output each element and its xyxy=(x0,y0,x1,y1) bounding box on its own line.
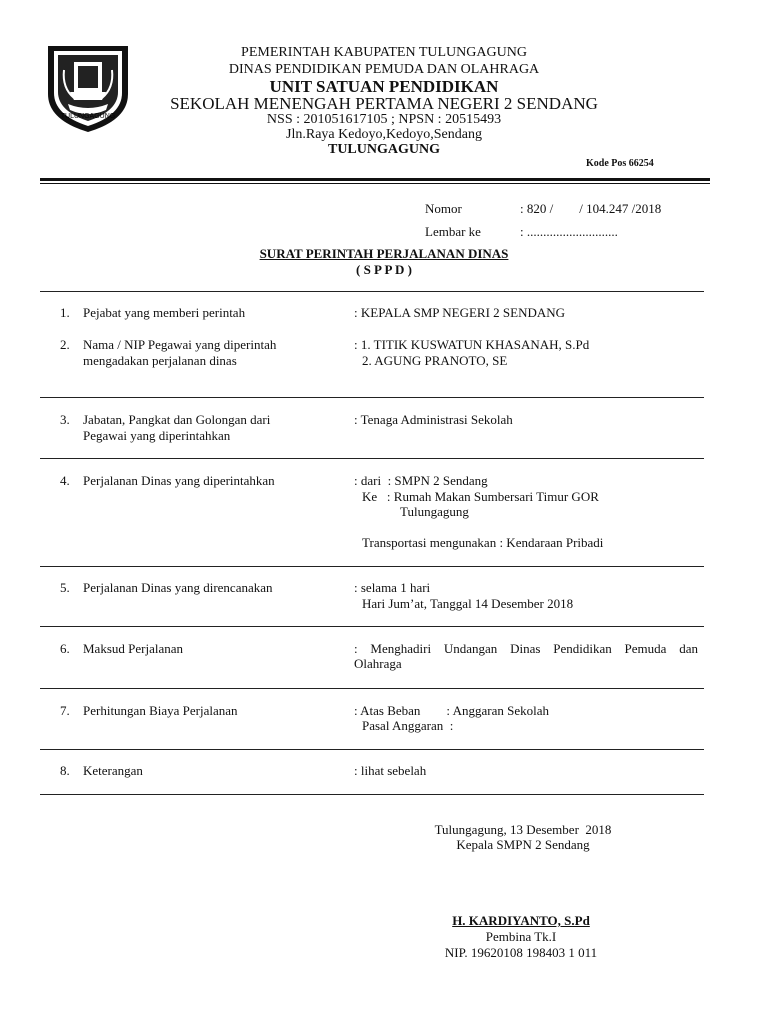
letterhead-department: DINAS PENDIDIKAN PEMUDA DAN OLAHRAGA xyxy=(228,62,540,77)
letterhead-city: TULUNGAGUNG xyxy=(327,142,440,157)
item-label: Perjalanan Dinas yang direncanakan xyxy=(83,580,273,595)
item-label-continued: Pegawai yang diperintahkan xyxy=(83,428,231,443)
item-value-continued: Hari Jum’at, Tanggal 14 Desember 2018 xyxy=(362,596,574,611)
item-number: 3. xyxy=(60,412,70,427)
item-number: 4. xyxy=(60,473,70,488)
nomor-label: Nomor xyxy=(425,201,462,216)
signatory-name: H. KARDIYANTO, S.Pd xyxy=(452,913,590,928)
emblem-label: TULUNGAGUNG xyxy=(60,113,116,120)
item-value: : KEPALA SMP NEGERI 2 SENDANG xyxy=(354,305,566,320)
item-value: : lihat sebelah xyxy=(354,763,427,778)
signature-place-date: Tulungagung, 13 Desember 2018 xyxy=(434,822,612,837)
letterhead-unit: UNIT SATUAN PENDIDIKAN xyxy=(269,77,499,96)
letterhead-nss-npsn: NSS : 201051617105 ; NPSN : 20515493 xyxy=(266,112,502,127)
table-divider xyxy=(40,688,704,689)
table-divider xyxy=(40,794,704,795)
item-label: Maksud Perjalanan xyxy=(83,641,184,656)
item-number: 6. xyxy=(60,641,70,656)
item-value: : dari : SMPN 2 Sendang xyxy=(354,473,488,488)
letterhead-school-name: SEKOLAH MENENGAH PERTAMA NEGERI 2 SENDANG xyxy=(170,94,598,113)
item-label: Perhitungan Biaya Perjalanan xyxy=(83,703,238,718)
item-label: Perjalanan Dinas yang diperintahkan xyxy=(83,473,275,488)
document-title: SURAT PERINTAH PERJALANAN DINAS xyxy=(259,246,509,261)
item-label-continued: mengadakan perjalanan dinas xyxy=(83,353,237,368)
item-number: 5. xyxy=(60,580,70,595)
item-value: : selama 1 hari xyxy=(354,580,431,595)
document-subtitle: ( S P P D ) xyxy=(356,262,412,277)
item-number: 8. xyxy=(60,763,70,778)
item-label: Nama / NIP Pegawai yang diperintah xyxy=(83,337,277,352)
signatory-rank: Pembina Tk.I xyxy=(485,929,557,944)
postal-code: Kode Pos 66254 xyxy=(586,158,654,169)
lembar-value: : ............................ xyxy=(520,224,618,239)
signature-position: Kepala SMPN 2 Sendang xyxy=(456,837,590,852)
letterhead-address: Jln.Raya Kedoyo,Kedoyo,Sendang xyxy=(286,127,482,142)
item-label: Pejabat yang memberi perintah xyxy=(83,305,246,320)
table-divider xyxy=(40,566,704,567)
item-label: Keterangan xyxy=(83,763,143,778)
item-value: : Menghadiri Undangan Dinas Pendidikan Pemuda dan xyxy=(354,641,698,656)
item-number: 1. xyxy=(60,305,70,320)
item-label: Jabatan, Pangkat dan Golongan dari xyxy=(83,412,271,427)
letterhead-government: PEMERINTAH KABUPATEN TULUNGAGUNG xyxy=(241,45,527,60)
table-divider xyxy=(40,749,704,750)
lembar-label: Lembar ke xyxy=(425,224,481,239)
signatory-nip: NIP. 19620108 198403 1 011 xyxy=(444,945,598,960)
item-value-destination: Ke : Rumah Makan Sumbersari Timur GOR xyxy=(362,489,599,504)
item-value-transport: Transportasi mengunakan : Kendaraan Pribadi xyxy=(362,535,604,550)
item-value: : 1. TITIK KUSWATUN KHASANAH, S.Pd xyxy=(354,337,590,352)
table-divider xyxy=(40,626,704,627)
header-divider-thick xyxy=(40,178,710,181)
item-value-destination-city: Tulungagung xyxy=(400,504,469,519)
table-divider xyxy=(40,291,704,292)
item-number: 2. xyxy=(60,337,70,352)
item-value-continued: Olahraga xyxy=(354,656,402,671)
table-divider xyxy=(40,397,704,398)
header-divider-thin xyxy=(40,183,710,184)
item-value-continued: 2. AGUNG PRANOTO, SE xyxy=(362,353,508,368)
item-value-continued: Pasal Anggaran : xyxy=(362,718,454,733)
item-number: 7. xyxy=(60,703,70,718)
item-value: : Atas Beban : Anggaran Sekolah xyxy=(354,703,549,718)
item-value: : Tenaga Administrasi Sekolah xyxy=(354,412,513,427)
nomor-value: : 820 / / 104.247 /2018 xyxy=(520,201,662,216)
table-divider xyxy=(40,458,704,459)
